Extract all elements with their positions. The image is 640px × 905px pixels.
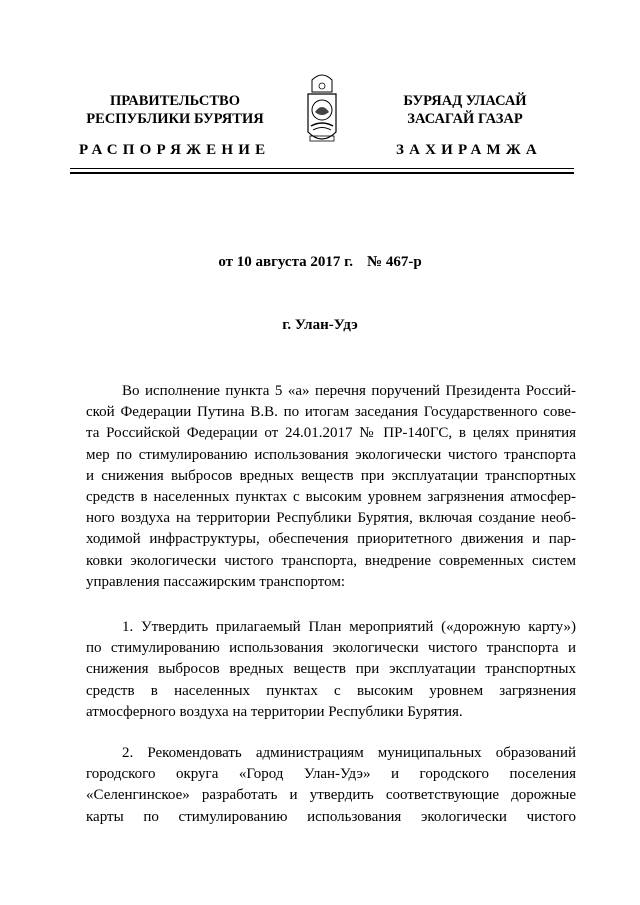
text-line: 2. Рекомендовать администрациям муниципальных образований (122, 745, 576, 761)
document-date: от 10 августа 2017 г. (218, 254, 354, 270)
issuer-buryat-line-2: ЗАСАГАЙ ГАЗАР (407, 111, 523, 127)
date-and-number (0, 254, 640, 271)
text-line: городского округа «Город Улан-Удэ» и городского поселения (86, 766, 576, 783)
text-line: средств в населенных пунктах с высоким уровнем загрязнения атмосфер- (86, 489, 576, 506)
text-line: ковки экологически чистого транспорта, внедрение современных систем (86, 552, 576, 569)
document-number: № 467-р (367, 254, 422, 270)
text-line: снижения выбросов вредных веществ при эксплуатации транспортных (86, 661, 576, 678)
doc-type-buryat: ЗАХИРАМЖА (396, 142, 542, 158)
city-name: г. Улан-Удэ (282, 317, 358, 333)
text-line: ской Федерации Путина В.В. по итогам заседания Государственного сове- (86, 404, 576, 421)
issuer-buryat-line-1: БУРЯАД УЛАСАЙ (403, 93, 527, 109)
text-line: средств в населенных пунктах с высоким уровнем загрязнения (86, 682, 576, 699)
header-rule-thick (70, 172, 574, 174)
text-line: ного воздуха на территории Республики Бурятия, включая создание необ- (86, 510, 576, 527)
paragraph-preamble (86, 381, 576, 593)
coat-of-arms-emblem (298, 72, 346, 152)
issuer-russian-line-1: ПРАВИТЕЛЬСТВО (110, 93, 240, 109)
text-line: «Селенгинское» разработать и утвердить соответствующие дорожные (86, 787, 576, 804)
header-rule-thin (70, 168, 574, 169)
text-line: та Российской Федерации от 24.01.2017 № ПР-140ГС, в целях принятия (86, 425, 576, 442)
text-line: ходимой инфраструктуры, обеспечения приоритетного движения и пар- (86, 531, 576, 548)
text-line: Во исполнение пункта 5 «а» перечня поручений Президента Россий- (122, 383, 576, 399)
text-line: по стимулированию использования экологически чистого транспорта и (86, 640, 576, 657)
doc-type-russian: РАСПОРЯЖЕНИЕ (79, 142, 271, 158)
text-line: и снижения выбросов вредных веществ при эксплуатации транспортных (86, 467, 576, 484)
text-line: управления пассажирским транспортом: (86, 573, 346, 590)
issuer-russian-line-2: РЕСПУБЛИКИ БУРЯТИЯ (86, 111, 264, 127)
paragraph-item-2 (86, 743, 576, 828)
issuer-russian (70, 92, 280, 128)
paragraph-item-1 (86, 617, 576, 723)
text-line: атмосферного воздуха на территории Республики Бурятия. (86, 703, 463, 720)
issuer-buryat (360, 92, 570, 128)
text-line: мер по стимулированию использования экологически чистого транспорта (86, 446, 576, 463)
text-line: 1. Утвердить прилагаемый План мероприятий («дорожную карту») (122, 619, 576, 635)
text-line: карты по стимулированию использования экологически чистого (86, 808, 576, 825)
